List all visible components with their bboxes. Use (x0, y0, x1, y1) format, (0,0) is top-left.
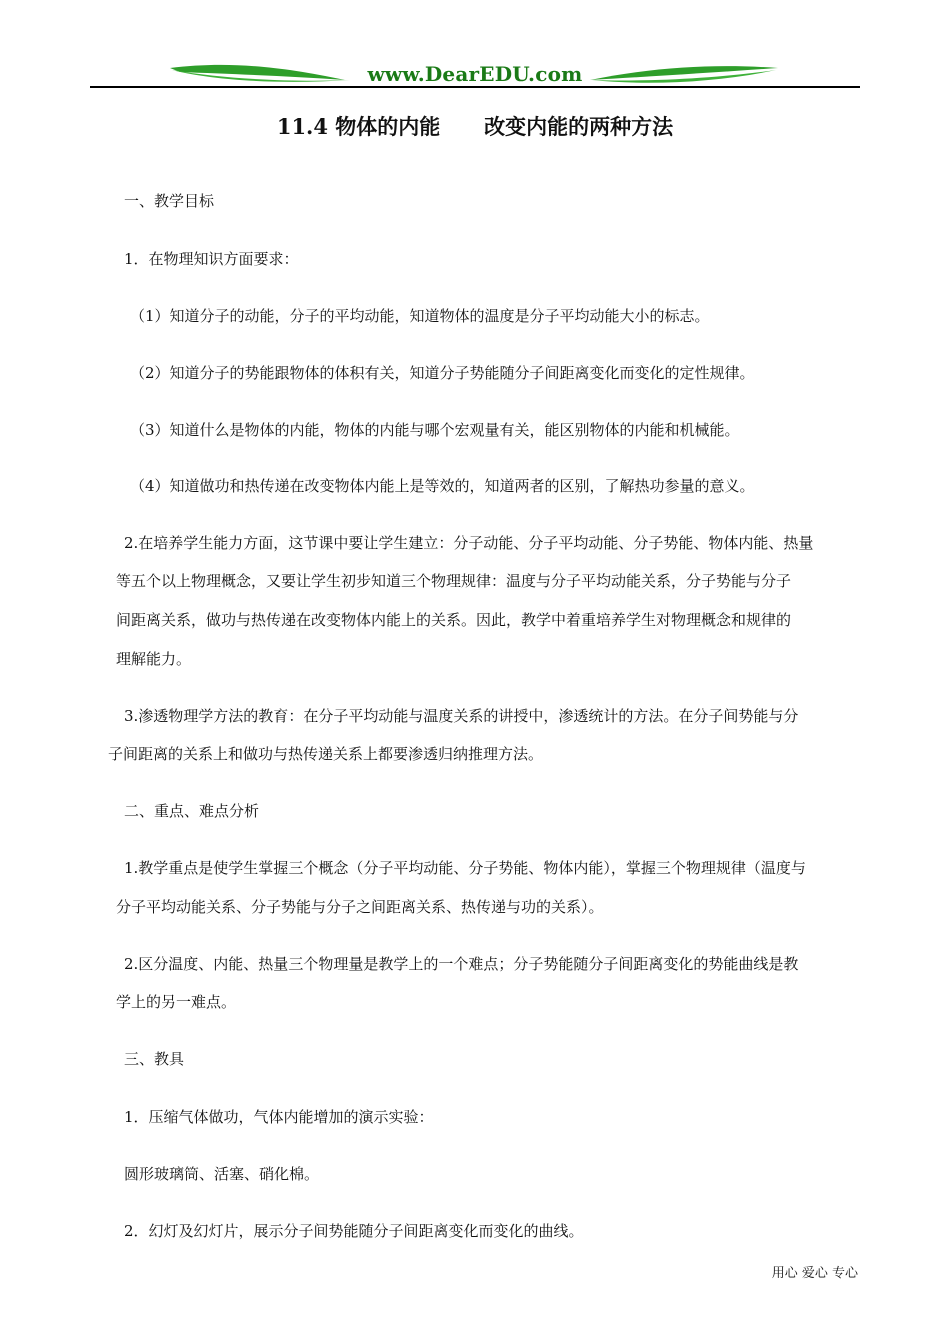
paragraph: 1．压缩气体做功，气体内能增加的演示实验： (124, 1108, 434, 1126)
site-header (0, 58, 950, 98)
paragraph-line: 子间距离的关系上和做功与热传递关系上都要渗透归纳推理方法。 (108, 745, 544, 763)
paragraph-line: 等五个以上物理概念，又要让学生初步知道三个物理规律：温度与分子平均动能关系，分子势能与分子 (116, 572, 792, 590)
site-logo-text: www.DearEDU.com (367, 62, 583, 86)
paragraph-line: 理解能力。 (116, 650, 192, 668)
paragraph: （2）知道分子的势能跟物体的体积有关，知道分子势能随分子间距离变化而变化的定性规律。 (130, 364, 755, 382)
page-footer: 用心 爱心 专心 (771, 1266, 858, 1281)
paragraph-line: 1.教学重点是使学生掌握三个概念（分子平均动能、分子势能、物体内能），掌握三个物理规律（温度与 (124, 859, 806, 877)
paragraph-line: 3.渗透物理学方法的教育：在分子平均动能与温度关系的讲授中，渗透统计的方法。在分子间势能与分 (124, 707, 799, 725)
paragraph: （3）知道什么是物体的内能，物体的内能与哪个宏观量有关，能区别物体的内能和机械能。 (130, 421, 740, 439)
paragraph-line: 间距离关系，做功与热传递在改变物体内能上的关系。因此，教学中着重培养学生对物理概念和规律的 (116, 611, 792, 629)
paragraph-line: 分子平均动能关系、分子势能与分子之间距离关系、热传递与功的关系）。 (116, 898, 604, 916)
section-heading: 一、教学目标 (124, 192, 215, 210)
paragraph-line: 2.区分温度、内能、热量三个物理量是教学上的一个难点；分子势能随分子间距离变化的势能曲线是教 (124, 955, 799, 973)
paragraph: 1．在物理知识方面要求： (124, 250, 299, 268)
paragraph-line: 2.在培养学生能力方面，这节课中要让学生建立：分子动能、分子平均动能、分子势能、物体内能、热量 (124, 534, 814, 552)
paragraph: （1）知道分子的动能，分子的平均动能，知道物体的温度是分子平均动能大小的标志。 (130, 307, 710, 325)
header-rule (90, 86, 860, 88)
paragraph: 2．幻灯及幻灯片，展示分子间势能随分子间距离变化而变化的曲线。 (124, 1222, 584, 1240)
paragraph: 圆形玻璃筒、活塞、硝化棉。 (124, 1165, 320, 1183)
paragraph-line: 学上的另一难点。 (116, 993, 237, 1011)
page-title: 11.4 物体的内能 改变内能的两种方法 (276, 114, 674, 139)
section-heading: 二、重点、难点分析 (124, 802, 260, 820)
section-heading: 三、教具 (124, 1050, 185, 1068)
paragraph: （4）知道做功和热传递在改变物体内能上是等效的，知道两者的区别，了解热功参量的意义。 (130, 477, 755, 495)
